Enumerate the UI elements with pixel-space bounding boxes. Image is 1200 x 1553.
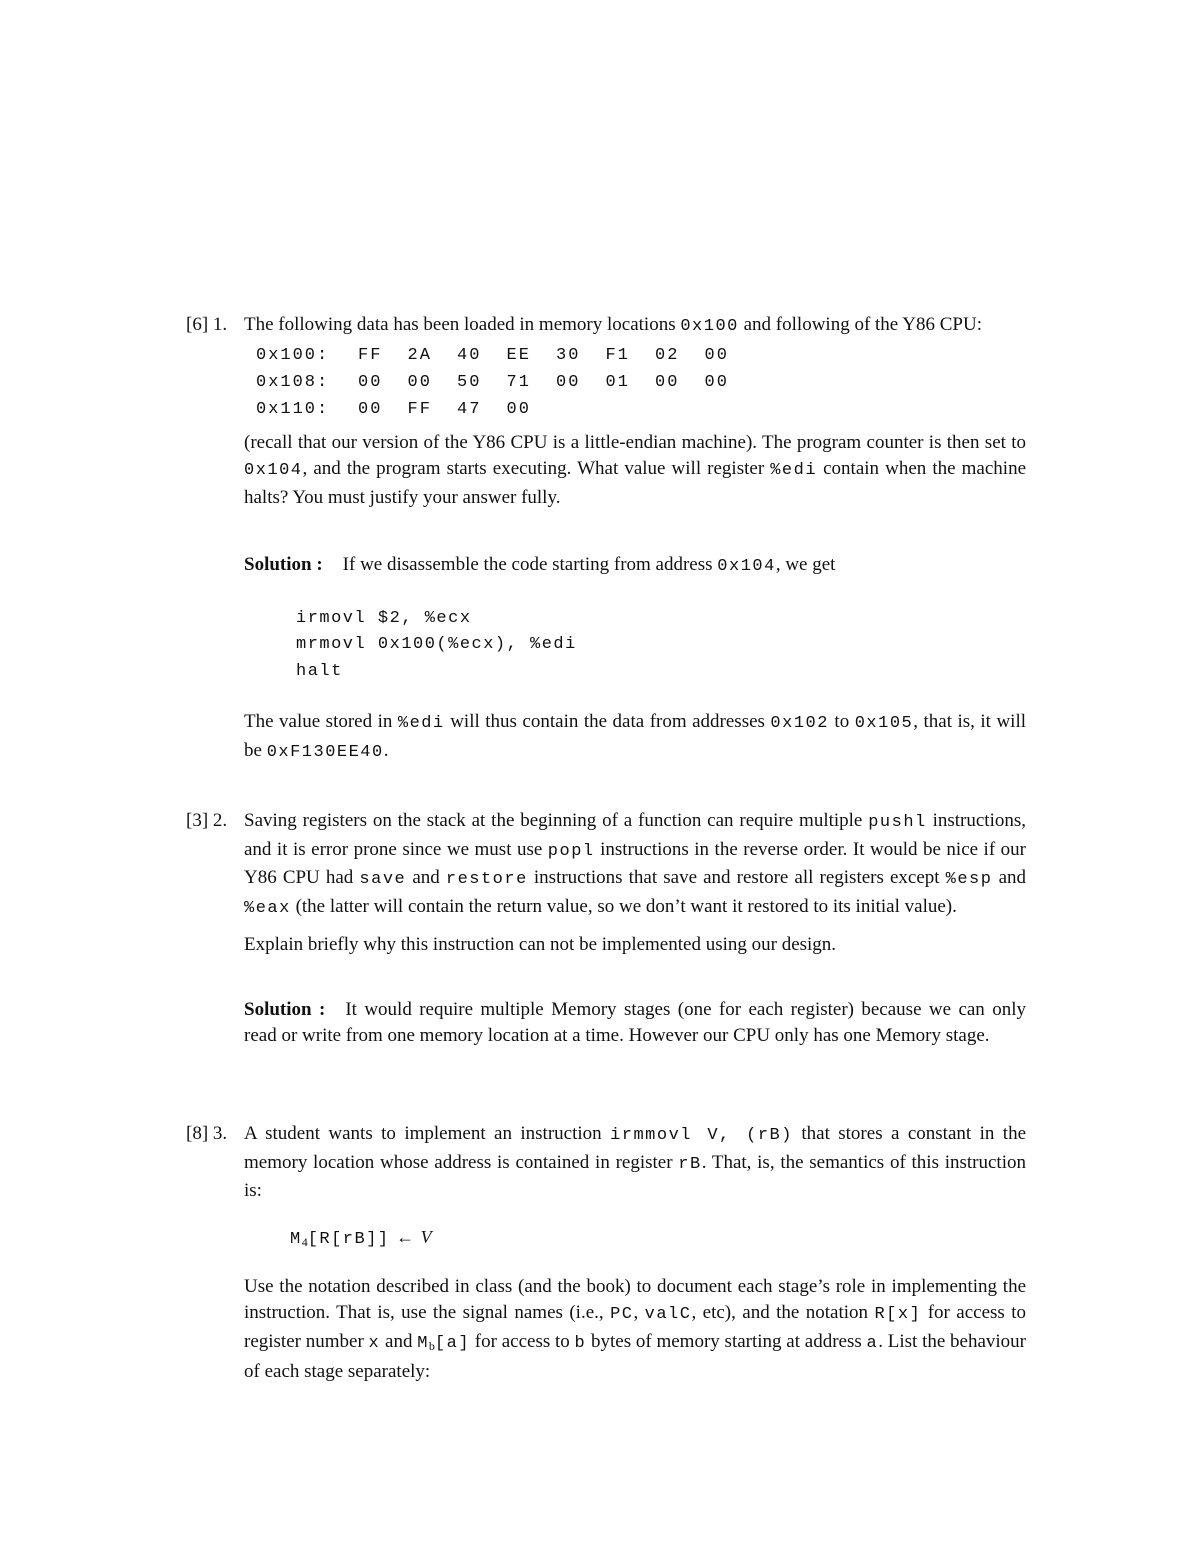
question-1-intro: The following data has been loaded in memory locations 0x100 and following of the Y86 CPU: [244, 314, 982, 336]
disassembly-code [244, 606, 1026, 686]
question-1-body [244, 312, 1026, 766]
memory-row: 0x108: 00 00 50 71 00 01 00 00 [256, 372, 729, 392]
question-1-result: The value stored in %edi will thus contain the data from addresses 0x102 to 0x105, that is, it will be 0xF130EE40. [244, 711, 1026, 762]
question-2-solution: Solution : It would require multiple Memory stages (one for each register) because we can only read or write from one memory location at a time. However our CPU only has one Memory stage. [244, 998, 1026, 1046]
code-line: mrmovl 0x100(%ecx), %edi [296, 635, 577, 654]
question-3-points: [8] 3. [186, 1123, 228, 1144]
code-line: halt [296, 661, 343, 681]
memory-row: 0x100: FF 2A 40 EE 30 F1 02 00 [256, 345, 729, 365]
question-3-text: A student wants to implement an instruction irmmovl V, (rB) that stores a constant in the memory location whose address is contained in register rB. That, is, the semantics of this instruction is: [244, 1123, 1027, 1201]
semantics-formula: $M_4[R[rB]]$ ← V [290, 1226, 432, 1249]
question-3-body [244, 1121, 1026, 1386]
memory-row: 0x110: 00 FF 47 00 [256, 399, 531, 419]
code-line: irmovl $2, %ecx [296, 608, 472, 628]
question-2-body [244, 808, 1026, 1050]
question-2-text: Saving registers on the stack at the beginning of a function can require multiple pushl instructions, and it is error prone since we must use popl instructions in the reverse order. It would be nice if our Y86 CPU had save and restore instructions that save and restore all registers except %esp and %eax (the latter will contain the return value, so we don’t want it restored to its initial value). [244, 810, 1026, 918]
question-2-points: [3] 2. [186, 810, 228, 831]
memory-dump [244, 342, 1026, 423]
question-3-prompt: Use the notation described in class (and the book) to document each stage’s role in implementing the instruction. That is, use the signal names (i.e., PC, valC, etc), and the notation R[x] for access to register number x and $M_b[a]$ for access to b bytes of memory starting at address a. List the behaviour of each stage separately: [244, 1275, 1027, 1382]
question-1-points: [6] 1. [186, 314, 228, 335]
question-1-prompt: (recall that our version of the Y86 CPU is a little-endian machine). The program counter is then set to 0x104, and the program starts executing. What value will register %edi contain when the machine halts? You must justify your answer fully. [244, 431, 1026, 508]
question-1-solution: Solution : If we disassemble the code starting from address 0x104, we get [244, 554, 836, 576]
question-2-prompt: Explain briefly why this instruction can not be implemented using our design. [244, 934, 837, 955]
